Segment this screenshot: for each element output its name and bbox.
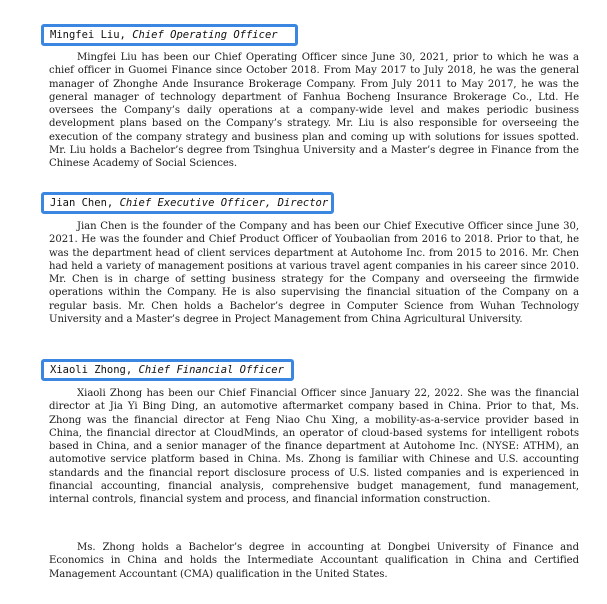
heading-separator: , bbox=[106, 197, 120, 209]
heading-role: Chief Executive Officer, Director bbox=[119, 197, 329, 209]
bio-paragraph-jian-chen: Jian Chen is the founder of the Company and has been our Chief Executive Officer since June 30, 2021. He was the founder and Chief Product Officer of Youbaolian from 2016 to 2018. Prior to that, he was the department head of client services department at Autohome Inc. from 2015 to 2016. Mr. Chen had held a variety of management positions at various travel agent companies in his career since 2010. Mr. Chen is in charge of setting business strategy for the Company and overseeing the firmwide operations within the Company. He is also supervising the financial situation of the Company on a regular basis. Mr. Chen holds a Bachelor’s degree in Computer Science from Wuhan Technology University and a Master’s degree in Project Management from China Agricultural University. bbox=[49, 221, 579, 326]
heading-jian-chen bbox=[41, 192, 334, 214]
heading-name: Mingfei Liu bbox=[50, 29, 120, 41]
heading-name: Jian Chen bbox=[50, 197, 107, 209]
bio-paragraph-mingfei-liu: Mingfei Liu has been our Chief Operating Officer since June 30, 2021, prior to which he was a chief officer in Guomei Finance since October 2018. From May 2017 to July 2018, he was the general manager of Zhonghe Ande Insurance Brokerage Company. From July 2011 to May 2017, he was the general manager of technology department of Fanhua Bocheng Insurance Brokerage Co., Ltd. He oversees the Company’s daily operations at a company-wide level and makes periodic business development plans based on the Company’s strategy. Mr. Liu is also responsible for overseeing the execution of the company strategy and business plan and coming up with solutions for issues spotted. Mr. Liu holds a Bachelor’s degree from Tsinghua University and a Master’s degree in Finance from the Chinese Academy of Social Sciences. bbox=[49, 52, 579, 170]
heading-role: Chief Operating Officer bbox=[132, 29, 278, 41]
bio-paragraph-xiaoli-zhong-2: Ms. Zhong holds a Bachelor’s degree in accounting at Dongbei University of Finance and Economics in China and holds the Intermediate Accountant qualification in China and Certified Management Accountant (CMA) qualification in the United States. bbox=[49, 542, 579, 580]
heading-xiaoli-zhong bbox=[41, 359, 294, 381]
bio-paragraph-xiaoli-zhong-1: Xiaoli Zhong has been our Chief Financial Officer since January 22, 2022. She was the financial director at Jia Yi Bing Ding, an automotive aftermarket company based in China. Prior to that, Ms. Zhong was the financial director at Feng Niao Chu Xing, a mobility-as-a-service provider based in China, the financial director at CloudMinds, an operator of cloud-based systems for intelligent robots based in China, and a senior manager of the finance department at Autohome Inc. (NYSE: ATHM), an automotive service platform based in China. Ms. Zhong is familiar with Chinese and U.S. accounting standards and the financial report disclosure process of U.S. listed companies and is experienced in financial accounting, financial analysis, comprehensive budget management, fund management, internal controls, financial system and process, and financial information construction. bbox=[49, 388, 579, 506]
heading-separator: , bbox=[119, 29, 133, 41]
heading-separator: , bbox=[125, 364, 139, 376]
heading-role: Chief Financial Officer bbox=[138, 364, 284, 376]
heading-name: Xiaoli Zhong bbox=[50, 364, 126, 376]
heading-mingfei-liu bbox=[41, 24, 298, 46]
